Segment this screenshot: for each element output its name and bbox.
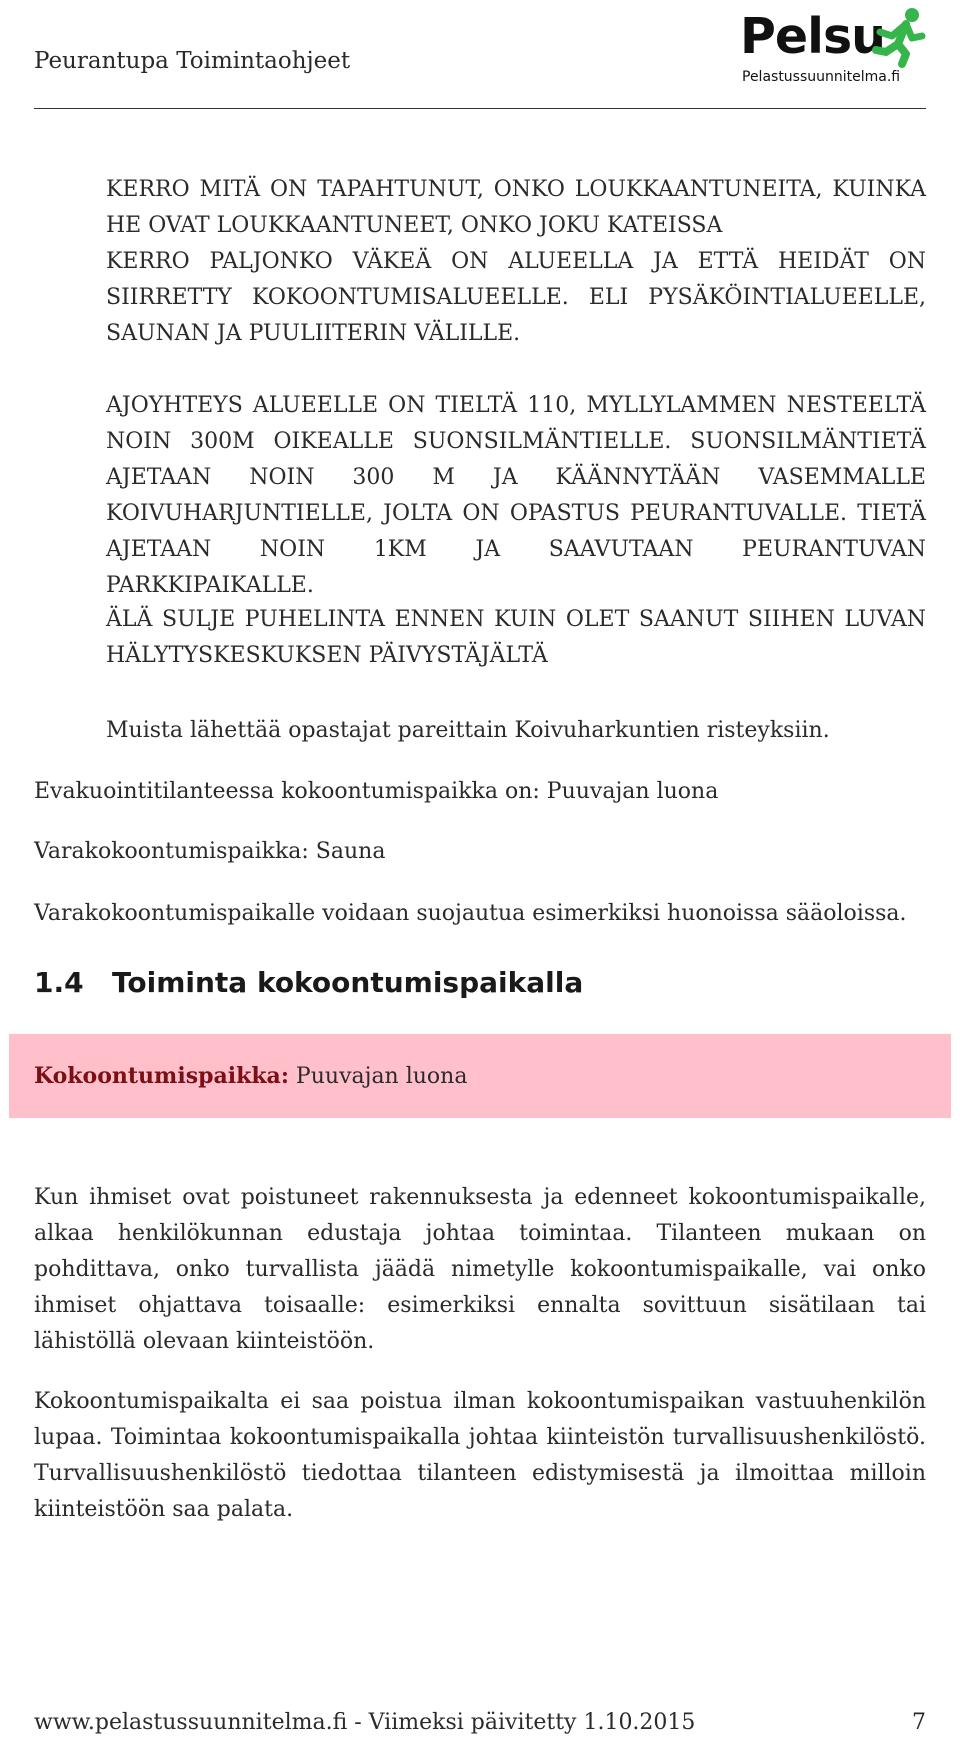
page-footer: [34, 1710, 926, 1735]
pelsu-logo: [736, 6, 926, 94]
logo-wordmark: Pelsu: [740, 8, 885, 65]
page-header: [34, 0, 926, 109]
footer-text: www.pelastussuunnitelma.fi - Viimeksi päivitetty 1.10.2015: [34, 1710, 696, 1735]
callout-label: Kokoontumispaikka:: [34, 1063, 289, 1089]
backup-meeting-place: Varakokoontumispaikka: Sauna: [34, 839, 386, 864]
running-person-icon: [872, 6, 926, 68]
instruction-paragraph-4: Muista lähettää opastajat pareittain Koivuharkuntien risteyksiin.: [106, 718, 830, 743]
instruction-line-injuries: KERRO MITÄ ON TAPAHTUNUT, ONKO LOUKKAANTUNEITA, KUINKA HE OVAT LOUKKAANTUNEET, ONKO JOKU KATEISSA: [106, 177, 926, 238]
section-title: Toiminta kokoontumispaikalla: [112, 966, 584, 999]
meeting-place-callout: [9, 1034, 951, 1118]
evacuation-meeting-place: Evakuointitilanteessa kokoontumispaikka on: Puuvajan luona: [34, 779, 719, 804]
instruction-line-headcount: KERRO PALJONKO VÄKEÄ ON ALUEELLA JA ETTÄ HEIDÄT ON SIIRRETTY KOKOONTUMISALUEELLE. ELI PYSÄKÖINTIALUEELLE, SAUNAN JA PUULIITERIN VÄLILLE.: [106, 249, 926, 346]
callout-value: Puuvajan luona: [288, 1064, 468, 1089]
page-number: 7: [912, 1710, 926, 1735]
document-title: Peurantupa Toimintaohjeet: [34, 48, 351, 74]
section-number: 1.4: [34, 966, 84, 999]
logo-subtext: Pelastussuunnitelma.fi: [742, 69, 901, 85]
body-paragraph-1: Kun ihmiset ovat poistuneet rakennuksesta ja edenneet kokoontumispaikalle, alkaa henkilökunnan edustaja johtaa toimintaa. Tilanteen mukaan on pohdittava, onko turvallista jäädä nimetylle kokoontumispaikalle, vai onko ihmiset ohjattava toisaalle: esimerkiksi ennalta sovittuun sisätilaan tai lähistöllä olevaan kiinteistöön.: [34, 1185, 926, 1354]
section-heading: [34, 966, 583, 999]
backup-meeting-note: Varakokoontumispaikalle voidaan suojautua esimerkiksi huonoissa sääoloissa.: [34, 901, 907, 926]
instruction-paragraph-1: [106, 172, 926, 352]
instruction-paragraph-3: ÄLÄ SULJE PUHELINTA ENNEN KUIN OLET SAANUT SIIHEN LUVAN HÄLYTYSKESKUKSEN PÄIVYSTÄJÄLTÄ: [106, 607, 926, 668]
callout-text: [34, 1058, 467, 1095]
body-paragraph-2: Kokoontumispaikalta ei saa poistua ilman kokoontumispaikan vastuuhenkilön lupaa. Toimintaa kokoontumispaikalla johtaa kiinteistön turvallisuushenkilöstö. Turvallisuushenkilöstö tiedottaa tilanteen edistymisestä ja ilmoittaa milloin kiinteistöön saa palata.: [34, 1389, 926, 1522]
instruction-paragraph-2: AJOYHTEYS ALUEELLE ON TIELTÄ 110, MYLLYLAMMEN NESTEELTÄ NOIN 300M OIKEALLE SUONSILMÄNTIELLE. SUONSILMÄNTIETÄ AJETAAN NOIN 300 M JA KÄÄNNYTÄÄN VASEMMALLE KOIVUHARJUNTIELLE, JOLTA ON OPASTUS PEURANTUVALLE. TIETÄ AJETAAN NOIN 1KM JA SAAVUTAAN PEURANTUVAN PARKKIPAIKALLE.: [106, 393, 926, 598]
